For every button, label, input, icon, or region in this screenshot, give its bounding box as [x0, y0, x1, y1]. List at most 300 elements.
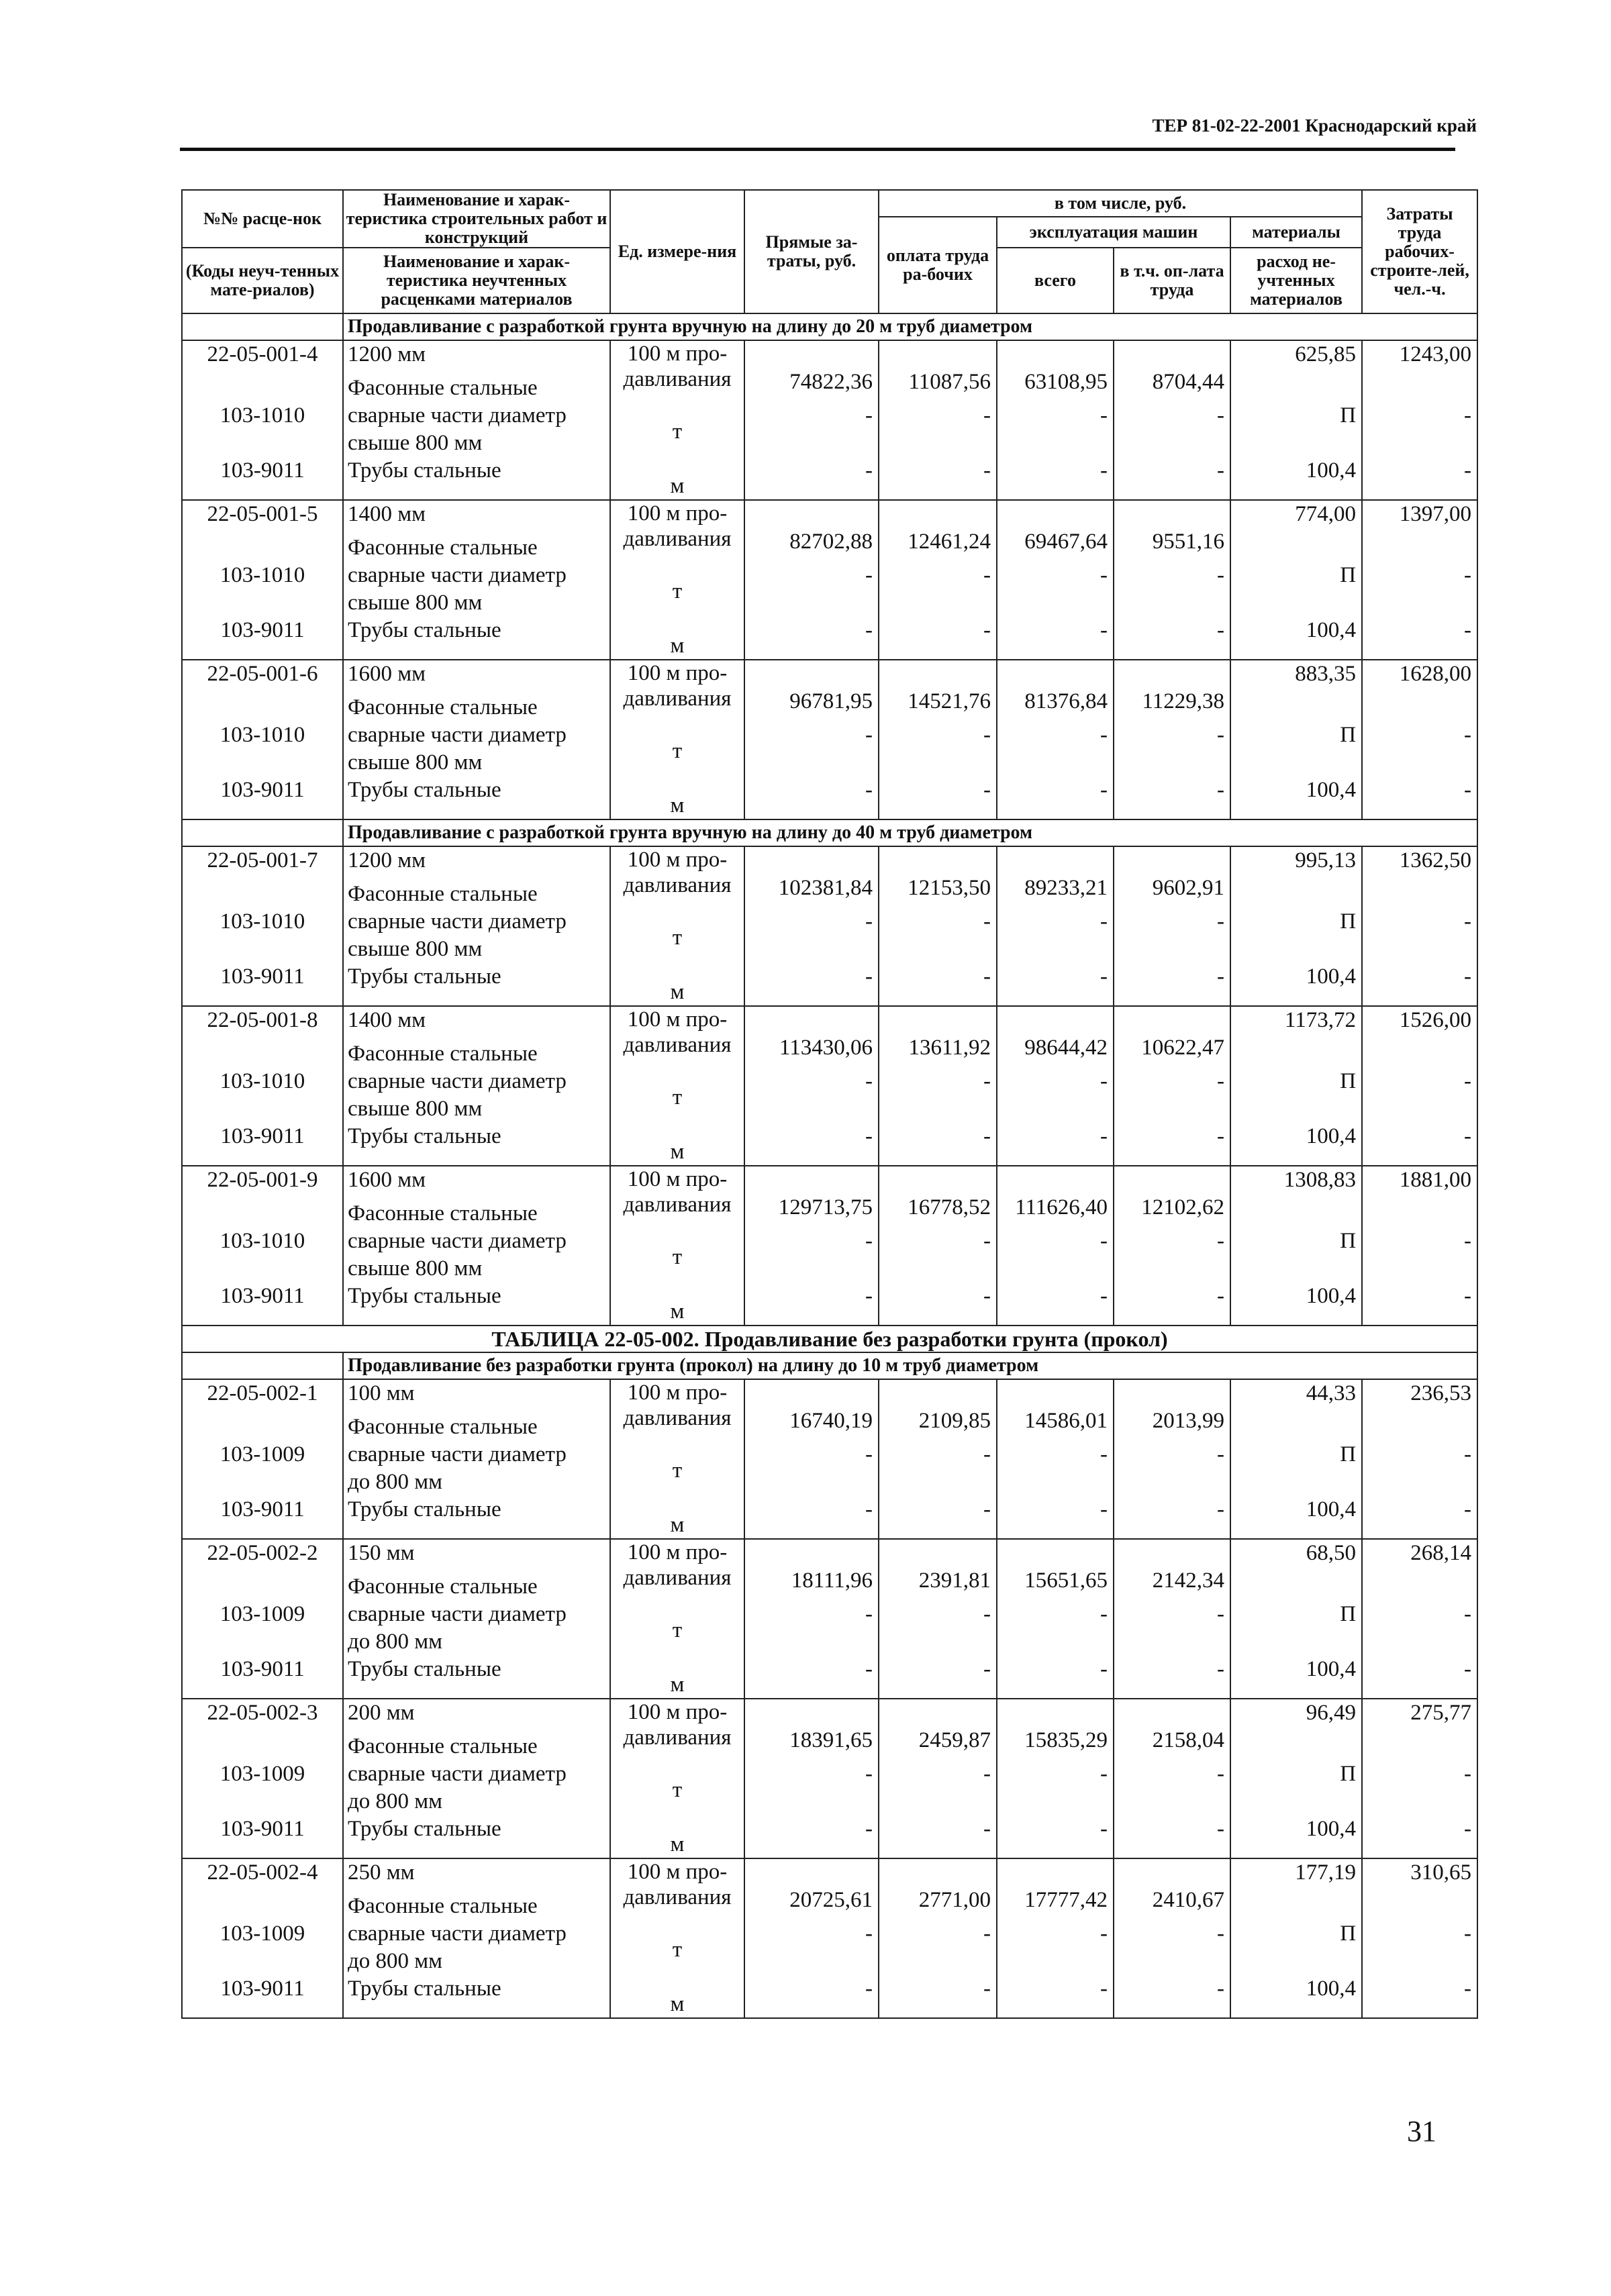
- machine-total-cell: [997, 846, 1114, 1006]
- materials-p: П: [1340, 723, 1357, 748]
- spacer-line: [611, 1644, 744, 1671]
- work-name: 150 мм: [348, 1541, 415, 1566]
- dash-value: -: [865, 909, 873, 934]
- spacer-line: [879, 1788, 996, 1815]
- work-name: 1200 мм: [348, 848, 426, 873]
- material-code: 103-9011: [220, 778, 305, 803]
- spacer-line: [611, 765, 744, 792]
- rate-code: 22-05-002-4: [207, 1860, 318, 1885]
- dash-value: -: [865, 723, 873, 748]
- spacer-line: [1231, 1200, 1361, 1228]
- material-name: Трубы стальные: [348, 778, 501, 803]
- unit-text: 100 м про-: [627, 501, 728, 526]
- unit-text: 100 м про-: [627, 1700, 728, 1725]
- spacer-line: [1363, 1628, 1477, 1656]
- unit-text: 100 м про-: [627, 1540, 728, 1565]
- section-code-cell: [182, 819, 343, 846]
- spacer-line: [1231, 1628, 1361, 1656]
- spacer-line: [997, 1468, 1113, 1496]
- code-cell: [182, 500, 343, 660]
- dash-value: -: [865, 1657, 873, 1682]
- labor-pay-cell: [879, 500, 997, 660]
- dash-value: -: [983, 1762, 991, 1787]
- spacer-line: [1114, 1540, 1230, 1567]
- material-name: сварные части диаметр: [348, 1762, 567, 1787]
- dash-value: -: [983, 1497, 991, 1522]
- col-materials: материалы: [1230, 217, 1362, 248]
- labor-pay-cell: [879, 660, 997, 819]
- spacer-line: [1114, 1166, 1230, 1194]
- direct-cost: 113430,06: [779, 1036, 873, 1060]
- direct-cost: 18111,96: [791, 1568, 873, 1593]
- dash-value: -: [1100, 778, 1108, 803]
- machine-labor-cell: [1114, 846, 1230, 1006]
- spacer-line: [879, 589, 996, 617]
- spacer-line: [183, 1413, 342, 1441]
- spacer-line: [611, 446, 744, 472]
- labor-hours: 310,65: [1410, 1860, 1472, 1885]
- spacer-line: [1363, 375, 1477, 402]
- labor-hours-cell: [1362, 1858, 1477, 2018]
- dash-value: -: [1100, 1124, 1108, 1149]
- material-name: до 800 мм: [348, 1470, 443, 1495]
- material-name: Трубы стальные: [348, 1124, 501, 1149]
- table-title-row: [182, 1326, 1477, 1352]
- labor-pay: 2109,85: [918, 1409, 991, 1434]
- unit-text: 100 м про-: [627, 1381, 728, 1405]
- rate-code: 22-05-001-5: [207, 502, 318, 527]
- spacer-line: [183, 430, 342, 457]
- material-name: Трубы стальные: [348, 1284, 501, 1309]
- unit-text: т: [672, 926, 683, 950]
- material-name: до 800 мм: [348, 1789, 443, 1814]
- labor-pay-cell: [879, 1858, 997, 2018]
- unit-text: т: [672, 1938, 683, 1962]
- dash-value: -: [1217, 1921, 1224, 1946]
- spacer-line: [1363, 1893, 1477, 1920]
- machine-total-cell: [997, 340, 1114, 500]
- col-code-bottom: (Коды неуч-тенных мате-риалов): [182, 248, 343, 313]
- labor-pay: 14521,76: [908, 689, 991, 714]
- machine-labor-cell: [1114, 1006, 1230, 1166]
- spacer-line: [1114, 936, 1230, 963]
- spacer-line: [745, 1468, 878, 1496]
- spacer-line: [997, 847, 1113, 875]
- dash-value: -: [1217, 778, 1224, 803]
- unit-cell: [610, 1166, 744, 1326]
- unit-text: давливания: [623, 872, 732, 897]
- spacer-line: [183, 1040, 342, 1068]
- spacer-line: [879, 1628, 996, 1656]
- code-cell: [182, 1539, 343, 1699]
- machine-total: 69467,64: [1024, 530, 1108, 554]
- spacer-line: [745, 660, 878, 688]
- dash-value: -: [1217, 1124, 1224, 1149]
- dash-value: -: [1217, 403, 1224, 428]
- labor-hours-cell: [1362, 500, 1477, 660]
- spacer-line: [745, 1948, 878, 1975]
- page-number: 31: [1407, 2115, 1436, 2148]
- spacer-line: [1363, 881, 1477, 908]
- materials-p: П: [1340, 403, 1357, 428]
- labor-hours: 236,53: [1410, 1381, 1472, 1406]
- name-cell: [343, 1858, 610, 2018]
- material-code: 103-9011: [220, 458, 305, 483]
- machine-total: 15651,65: [1024, 1568, 1108, 1593]
- direct-cost-cell: [744, 1539, 879, 1699]
- name-cell: [343, 660, 610, 819]
- materials-value: 995,13: [1295, 848, 1357, 873]
- pipe-qty: 100,4: [1306, 458, 1357, 483]
- spacer-line: [611, 1485, 744, 1511]
- dash-value: -: [865, 1229, 873, 1254]
- material-name: Фасонные стальные: [348, 882, 538, 907]
- dash-value: -: [983, 1977, 991, 2001]
- material-name: Трубы стальные: [348, 1497, 501, 1522]
- rate-code: 22-05-002-2: [207, 1541, 318, 1566]
- work-name: 200 мм: [348, 1701, 415, 1726]
- col-machine-labor: в т.ч. оп-лата труда: [1114, 248, 1230, 313]
- materials-value: 177,19: [1295, 1860, 1357, 1885]
- dash-value: -: [1100, 964, 1108, 989]
- spacer-line: [879, 1948, 996, 1975]
- dash-value: -: [1464, 778, 1472, 803]
- materials-cell: [1230, 660, 1362, 819]
- unit-text: м: [670, 633, 685, 658]
- materials-p: П: [1340, 1762, 1357, 1787]
- pipe-qty: 100,4: [1306, 964, 1357, 989]
- dash-value: -: [865, 1921, 873, 1946]
- materials-cell: [1230, 846, 1362, 1006]
- section-title: Продавливание без разработки грунта (прокол) на длину до 10 м труб диаметром: [343, 1352, 1477, 1379]
- materials-value: 625,85: [1295, 342, 1357, 367]
- labor-pay-cell: [879, 1539, 997, 1699]
- spacer-line: [1114, 501, 1230, 528]
- spacer-line: [183, 1948, 342, 1975]
- materials-p: П: [1340, 1442, 1357, 1467]
- spacer-line: [611, 1430, 744, 1457]
- name-cell: [343, 1006, 610, 1166]
- materials-cell: [1230, 1858, 1362, 2018]
- material-name: Трубы стальные: [348, 1977, 501, 2001]
- material-name: Фасонные стальные: [348, 695, 538, 720]
- pipe-qty: 100,4: [1306, 1124, 1357, 1149]
- spacer-line: [879, 501, 996, 528]
- materials-cell: [1230, 500, 1362, 660]
- materials-p: П: [1340, 909, 1357, 934]
- rate-code: 22-05-001-6: [207, 662, 318, 687]
- labor-pay-cell: [879, 846, 997, 1006]
- labor-pay: 11087,56: [908, 370, 991, 395]
- dash-value: -: [1464, 1762, 1472, 1787]
- labor-hours-cell: [1362, 660, 1477, 819]
- material-name: Трубы стальные: [348, 1817, 501, 1842]
- material-name: сварные части диаметр: [348, 563, 567, 588]
- spacer-line: [1231, 1095, 1361, 1123]
- material-name: Фасонные стальные: [348, 1575, 538, 1599]
- materials-value: 1173,72: [1285, 1008, 1357, 1033]
- dash-value: -: [865, 458, 873, 483]
- spacer-line: [1114, 847, 1230, 875]
- dash-value: -: [865, 563, 873, 588]
- spacer-line: [1231, 1040, 1361, 1068]
- dash-value: -: [1217, 1817, 1224, 1842]
- machine-total-cell: [997, 1858, 1114, 2018]
- spacer-line: [1231, 534, 1361, 562]
- col-machine-total: всего: [997, 248, 1114, 313]
- labor-pay-cell: [879, 1006, 997, 1166]
- spacer-line: [611, 897, 744, 924]
- spacer-line: [611, 1590, 744, 1617]
- machine-labor-cell: [1114, 340, 1230, 500]
- dash-value: -: [1464, 618, 1472, 643]
- direct-cost: 74822,36: [789, 370, 873, 395]
- direct-cost: 18391,65: [789, 1728, 873, 1753]
- machine-labor: 10622,47: [1141, 1036, 1224, 1060]
- table-body: [182, 313, 1477, 2018]
- machine-labor-cell: [1114, 500, 1230, 660]
- unit-cell: [610, 1699, 744, 1858]
- material-code: 103-9011: [220, 1124, 305, 1149]
- name-cell: [343, 1699, 610, 1858]
- labor-hours-cell: [1362, 1379, 1477, 1539]
- dash-value: -: [983, 1229, 991, 1254]
- spacer-line: [997, 1788, 1113, 1815]
- spacer-line: [611, 1750, 744, 1777]
- spacer-line: [183, 1200, 342, 1228]
- dash-value: -: [1217, 964, 1224, 989]
- col-materials-sub: расход не-учтенных материалов: [1230, 248, 1362, 313]
- spacer-line: [183, 1733, 342, 1760]
- spacer-line: [1231, 749, 1361, 777]
- machine-labor-cell: [1114, 660, 1230, 819]
- work-name: 1400 мм: [348, 502, 426, 527]
- material-code: 103-1009: [219, 1921, 305, 1946]
- spacer-line: [183, 1255, 342, 1283]
- unit-text: т: [672, 1458, 683, 1483]
- material-code: 103-1009: [219, 1762, 305, 1787]
- pipe-qty: 100,4: [1306, 1497, 1357, 1522]
- code-cell: [182, 846, 343, 1006]
- rate-code: 22-05-001-8: [207, 1008, 318, 1033]
- unit-cell: [610, 660, 744, 819]
- machine-labor-cell: [1114, 1379, 1230, 1539]
- spacer-line: [1363, 694, 1477, 721]
- dash-value: -: [1100, 1817, 1108, 1842]
- pipe-qty: 100,4: [1306, 1817, 1357, 1842]
- dash-value: -: [1464, 1229, 1472, 1254]
- dash-value: -: [983, 1657, 991, 1682]
- machine-total: 17777,42: [1024, 1888, 1108, 1913]
- dash-value: -: [865, 1497, 873, 1522]
- dash-value: -: [1100, 1229, 1108, 1254]
- dash-value: -: [1217, 1497, 1224, 1522]
- dash-value: -: [1217, 1284, 1224, 1309]
- spacer-line: [879, 1007, 996, 1034]
- machine-labor-cell: [1114, 1858, 1230, 2018]
- direct-cost-cell: [744, 660, 879, 819]
- spacer-line: [611, 952, 744, 979]
- dash-value: -: [1464, 1124, 1472, 1149]
- direct-cost: 20725,61: [789, 1888, 873, 1913]
- dash-value: -: [865, 1602, 873, 1627]
- spacer-line: [745, 1255, 878, 1283]
- spacer-line: [997, 1699, 1113, 1727]
- unit-text: давливания: [623, 1032, 732, 1057]
- direct-cost: 129713,75: [778, 1195, 873, 1220]
- dash-value: -: [983, 723, 991, 748]
- dash-value: -: [865, 964, 873, 989]
- dash-value: -: [1100, 1657, 1108, 1682]
- spacer-line: [745, 1699, 878, 1727]
- spacer-line: [1231, 1573, 1361, 1601]
- unit-text: давливания: [623, 1405, 732, 1430]
- code-cell: [182, 1379, 343, 1539]
- unit-cell: [610, 340, 744, 500]
- spacer-line: [997, 1166, 1113, 1194]
- labor-hours-cell: [1362, 340, 1477, 500]
- dash-value: -: [1100, 1762, 1108, 1787]
- spacer-line: [879, 341, 996, 368]
- dash-value: -: [1217, 1762, 1224, 1787]
- spacer-line: [745, 1007, 878, 1034]
- section-code-cell: [182, 1352, 343, 1379]
- name-cell: [343, 1379, 610, 1539]
- material-name: Фасонные стальные: [348, 1415, 538, 1440]
- spacer-line: [997, 1095, 1113, 1123]
- col-incl: в том числе, руб.: [879, 190, 1362, 217]
- dash-value: -: [1464, 1497, 1472, 1522]
- work-name: 1400 мм: [348, 1008, 426, 1033]
- spacer-line: [1363, 1200, 1477, 1228]
- dash-value: -: [1464, 723, 1472, 748]
- material-code: 103-9011: [220, 1497, 305, 1522]
- material-name: Фасонные стальные: [348, 1894, 538, 1919]
- dash-value: -: [1100, 1442, 1108, 1467]
- dash-value: -: [865, 1762, 873, 1787]
- materials-value: 96,49: [1306, 1701, 1357, 1726]
- labor-hours: 1243,00: [1399, 342, 1472, 367]
- dash-value: -: [1464, 909, 1472, 934]
- dash-value: -: [983, 563, 991, 588]
- spacer-line: [745, 936, 878, 963]
- machine-total-cell: [997, 1379, 1114, 1539]
- rate-code: 22-05-001-9: [207, 1168, 318, 1193]
- material-name: свыше 800 мм: [348, 1256, 483, 1281]
- material-name: Фасонные стальные: [348, 376, 538, 401]
- spacer-line: [1363, 1095, 1477, 1123]
- machine-labor: 9551,16: [1152, 530, 1224, 554]
- dash-value: -: [983, 618, 991, 643]
- spacer-line: [183, 1573, 342, 1601]
- spacer-line: [997, 430, 1113, 457]
- dash-value: -: [1217, 458, 1224, 483]
- spacer-line: [1231, 375, 1361, 402]
- labor-pay: 2391,81: [918, 1568, 991, 1593]
- spacer-line: [879, 660, 996, 688]
- machine-labor: 2158,04: [1152, 1728, 1224, 1753]
- dash-value: -: [1464, 403, 1472, 428]
- dash-value: -: [865, 778, 873, 803]
- table-row: [182, 1166, 1477, 1326]
- spacer-line: [745, 749, 878, 777]
- spacer-line: [611, 551, 744, 578]
- labor-pay: 12461,24: [908, 530, 991, 554]
- unit-text: давливания: [623, 526, 732, 551]
- spacer-line: [745, 501, 878, 528]
- spacer-line: [1231, 1893, 1361, 1920]
- col-labor-cost: Затраты труда рабочих-строите-лей, чел.-ч.: [1362, 190, 1477, 313]
- spacer-line: [183, 1628, 342, 1656]
- machine-total-cell: [997, 500, 1114, 660]
- table-row: [182, 1858, 1477, 2018]
- dash-value: -: [865, 1977, 873, 2001]
- spacer-line: [997, 341, 1113, 368]
- labor-pay: 2459,87: [918, 1728, 991, 1753]
- unit-cell: [610, 1539, 744, 1699]
- table-title: ТАБЛИЦА 22-05-002. Продавливание без разработки грунта (прокол): [182, 1326, 1477, 1352]
- spacer-line: [879, 1255, 996, 1283]
- spacer-line: [183, 881, 342, 908]
- labor-pay: 13611,92: [908, 1036, 991, 1060]
- dash-value: -: [1100, 1921, 1108, 1946]
- table-row: [182, 500, 1477, 660]
- spacer-line: [1231, 1413, 1361, 1441]
- work-name: 250 мм: [348, 1860, 415, 1885]
- spacer-line: [1363, 589, 1477, 617]
- work-name: 1200 мм: [348, 342, 426, 367]
- material-name: свыше 800 мм: [348, 1097, 483, 1121]
- spacer-line: [879, 1468, 996, 1496]
- materials-p: П: [1340, 1229, 1357, 1254]
- machine-labor: 2142,34: [1152, 1568, 1224, 1593]
- machine-labor: 12102,62: [1141, 1195, 1224, 1220]
- unit-text: давливания: [623, 1725, 732, 1750]
- materials-p: П: [1340, 1069, 1357, 1094]
- spacer-line: [1363, 749, 1477, 777]
- spacer-line: [997, 749, 1113, 777]
- spacer-line: [1231, 589, 1361, 617]
- pipe-qty: 100,4: [1306, 1977, 1357, 2001]
- spacer-line: [745, 1540, 878, 1567]
- machine-labor: 9602,91: [1152, 876, 1224, 901]
- material-code: 103-1010: [219, 1229, 305, 1254]
- dash-value: -: [1464, 458, 1472, 483]
- code-cell: [182, 660, 343, 819]
- spacer-line: [1363, 1413, 1477, 1441]
- spacer-line: [1114, 749, 1230, 777]
- spacer-line: [1231, 1788, 1361, 1815]
- materials-cell: [1230, 1006, 1362, 1166]
- material-name: сварные части диаметр: [348, 1069, 567, 1094]
- labor-hours-cell: [1362, 1006, 1477, 1166]
- labor-hours: 1397,00: [1399, 502, 1472, 527]
- materials-value: 44,33: [1306, 1381, 1357, 1406]
- unit-text: т: [672, 1778, 683, 1803]
- machine-total: 98644,42: [1024, 1036, 1108, 1060]
- spacer-line: [183, 1893, 342, 1920]
- spacer-line: [1231, 881, 1361, 908]
- dash-value: -: [1217, 1442, 1224, 1467]
- material-name: сварные части диаметр: [348, 403, 567, 428]
- dash-value: -: [1217, 1069, 1224, 1094]
- unit-text: давливания: [623, 366, 732, 391]
- material-name: до 800 мм: [348, 1949, 443, 1974]
- dash-value: -: [1217, 618, 1224, 643]
- spacer-line: [879, 430, 996, 457]
- rates-table: [181, 189, 1478, 2019]
- spacer-line: [997, 1859, 1113, 1887]
